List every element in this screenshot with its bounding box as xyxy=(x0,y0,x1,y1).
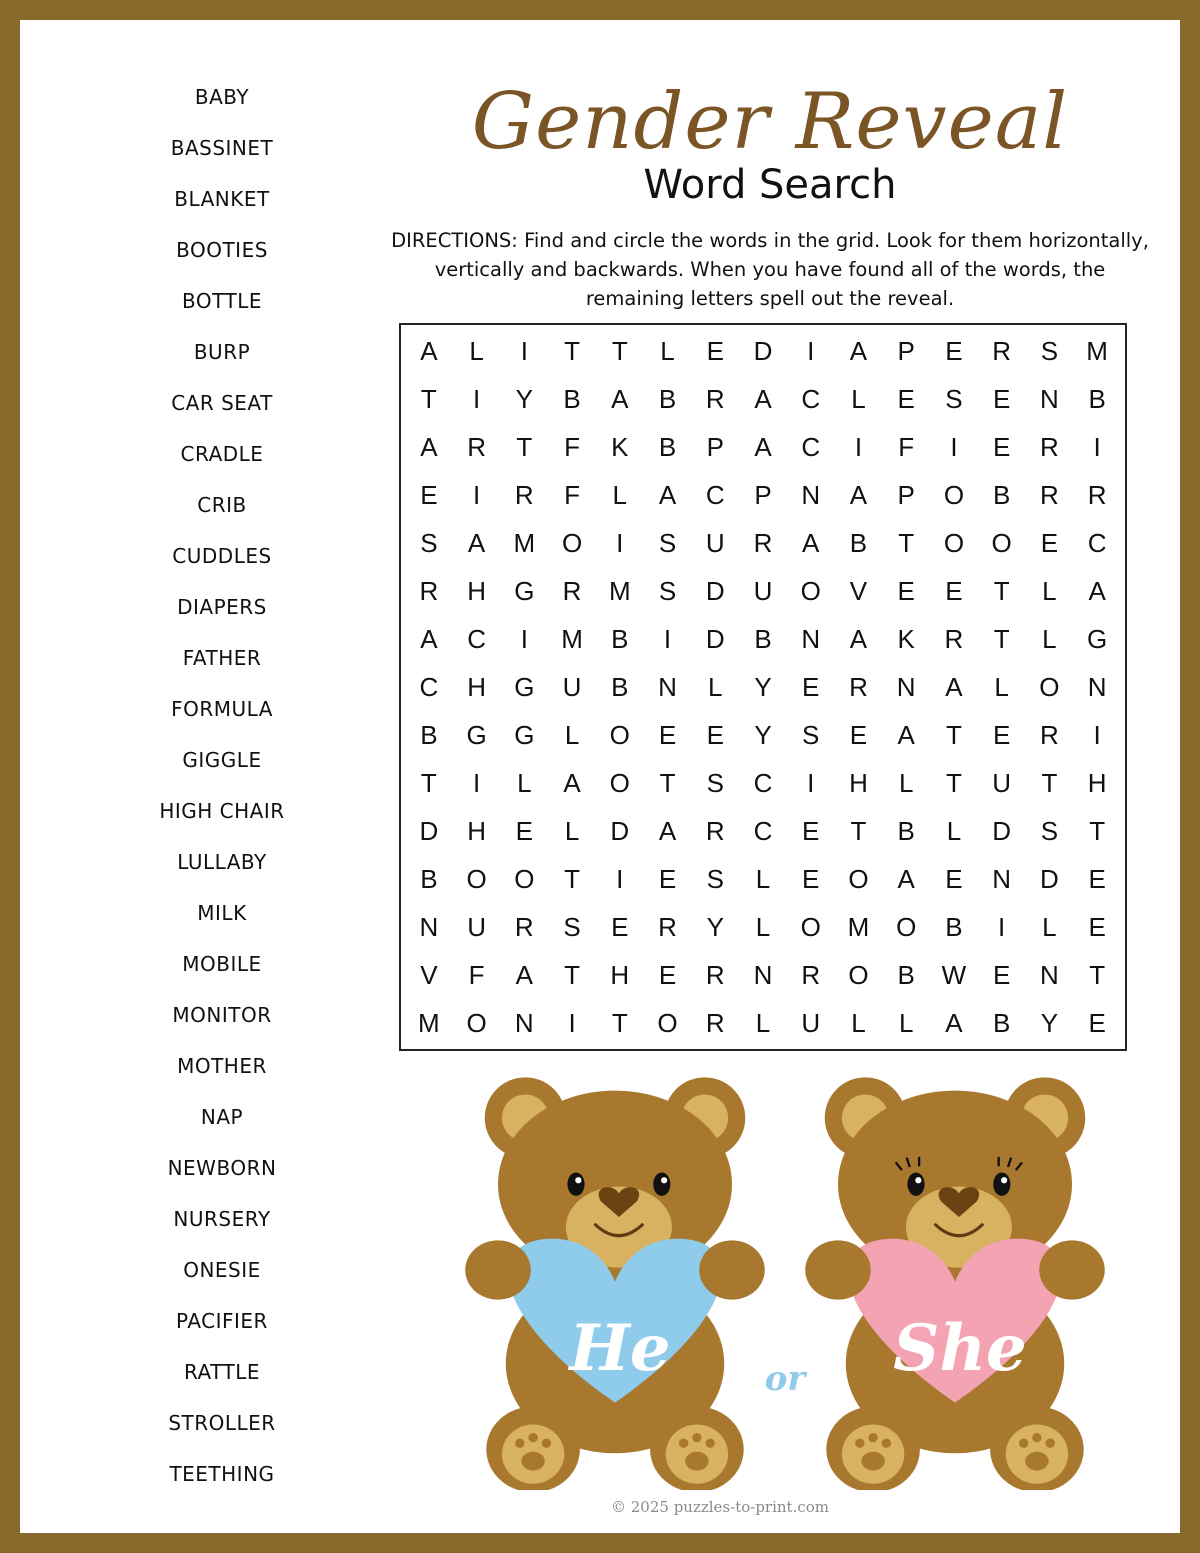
grid-letter[interactable]: P xyxy=(897,479,915,510)
grid-letter[interactable]: C xyxy=(753,767,773,798)
grid-letter[interactable]: D xyxy=(992,815,1012,846)
grid-letter[interactable]: E xyxy=(802,863,820,894)
grid-letter[interactable]: E xyxy=(849,719,868,750)
grid-letter[interactable]: A xyxy=(420,623,438,654)
grid-letter[interactable]: E xyxy=(945,863,963,894)
grid-letter[interactable]: O xyxy=(991,527,1012,558)
grid-letter[interactable]: I xyxy=(807,335,815,366)
word-list-item: MOBILE xyxy=(182,952,262,976)
grid-letter[interactable]: H xyxy=(1087,767,1107,798)
grid-letter[interactable]: D xyxy=(753,335,773,366)
grid-letter[interactable]: D xyxy=(705,575,725,606)
grid-letter[interactable]: E xyxy=(945,575,963,606)
grid-letter[interactable]: C xyxy=(419,671,439,702)
grid-letter[interactable]: A xyxy=(849,479,868,510)
grid-letter[interactable]: V xyxy=(849,575,868,606)
grid-letter[interactable]: G xyxy=(466,719,487,750)
grid-letter[interactable]: O xyxy=(561,527,583,558)
grid-letter[interactable]: N xyxy=(1087,671,1107,702)
grid-letter[interactable]: N xyxy=(514,1007,534,1038)
grid-letter[interactable]: L xyxy=(708,671,723,702)
grid-letter[interactable]: I xyxy=(472,383,481,414)
grid-letter[interactable]: N xyxy=(992,863,1012,894)
word-search-grid xyxy=(399,323,1127,1051)
grid-letter[interactable]: U xyxy=(801,1007,821,1038)
grid-letter[interactable]: L xyxy=(1042,575,1057,606)
grid-letter[interactable]: T xyxy=(898,527,915,558)
grid-letter[interactable]: R xyxy=(992,335,1012,366)
grid-letter[interactable]: O xyxy=(466,863,487,894)
grid-letter[interactable]: I xyxy=(520,335,528,366)
word-list-item: BABY xyxy=(194,85,250,109)
grid-letter[interactable]: E xyxy=(897,575,915,606)
grid-letter[interactable]: E xyxy=(1088,1007,1106,1038)
grid-letter[interactable]: A xyxy=(515,959,533,990)
grid-letter[interactable]: O xyxy=(800,911,821,942)
grid-letter[interactable]: O xyxy=(609,719,630,750)
grid-letter[interactable]: N xyxy=(419,911,439,942)
word-list-item: CRADLE xyxy=(180,442,264,466)
grid-letter[interactable]: G xyxy=(514,671,535,702)
word-list-item: MILK xyxy=(197,901,247,925)
word-list-item: DIAPERS xyxy=(177,595,267,619)
grid-letter[interactable]: S xyxy=(1040,335,1059,366)
grid-letter[interactable]: N xyxy=(753,959,773,990)
grid-letter[interactable]: A xyxy=(802,527,820,558)
grid-letter[interactable]: D xyxy=(419,815,439,846)
word-list-item: STROLLER xyxy=(168,1411,276,1435)
grid-letter[interactable]: R xyxy=(658,911,677,942)
word-list-item: MOTHER xyxy=(177,1054,267,1078)
grid-letter[interactable]: R xyxy=(514,479,534,510)
grid-letter[interactable]: O xyxy=(848,863,869,894)
grid-letter[interactable]: O xyxy=(848,959,869,990)
grid-letter[interactable]: Y xyxy=(754,671,772,702)
word-list-item: NAP xyxy=(200,1105,244,1129)
grid-letter[interactable]: E xyxy=(658,863,677,894)
grid-letter[interactable]: Y xyxy=(706,911,724,942)
grid-letter[interactable]: R xyxy=(705,959,725,990)
grid-letter[interactable]: L xyxy=(564,815,580,846)
grid-letter[interactable]: P xyxy=(706,431,724,462)
word-list-item: MONITOR xyxy=(172,1003,272,1027)
grid-letter[interactable]: E xyxy=(992,431,1011,462)
grid-letter[interactable]: T xyxy=(611,1007,628,1038)
girl-bear xyxy=(805,1077,1105,1490)
word-list-item: GIGGLE xyxy=(182,748,262,772)
grid-letter[interactable]: A xyxy=(849,623,868,654)
grid-letter[interactable]: T xyxy=(850,815,867,846)
grid-letter[interactable]: L xyxy=(755,1007,771,1038)
grid-letter[interactable]: E xyxy=(945,335,963,366)
grid-letter[interactable]: B xyxy=(420,719,438,750)
grid-letter[interactable]: A xyxy=(754,431,772,462)
grid-letter[interactable]: S xyxy=(706,863,724,894)
word-list-item: NURSERY xyxy=(173,1207,271,1231)
grid-letter[interactable]: E xyxy=(897,383,915,414)
grid-letter[interactable]: A xyxy=(611,383,629,414)
page-title: Gender Reveal xyxy=(471,77,1069,167)
grid-letter[interactable]: M xyxy=(418,1007,440,1038)
grid-letter[interactable]: R xyxy=(1040,719,1059,750)
grid-letter[interactable]: L xyxy=(469,335,484,366)
she-label: She xyxy=(893,1311,1027,1386)
grid-letter[interactable]: E xyxy=(992,383,1011,414)
word-list-item: TEETHING xyxy=(169,1462,275,1486)
worksheet-page xyxy=(20,20,1180,1533)
grid-letter[interactable]: B xyxy=(945,911,963,942)
grid-letter[interactable]: P xyxy=(897,335,915,366)
grid-letter[interactable]: D xyxy=(1040,863,1059,894)
grid-letter[interactable]: U xyxy=(562,671,582,702)
or-label: or xyxy=(764,1359,806,1399)
grid-letter[interactable]: A xyxy=(420,431,438,462)
word-list-item: ONESIE xyxy=(183,1258,261,1282)
grid-letter[interactable]: A xyxy=(754,383,772,414)
grid-letter[interactable]: I xyxy=(472,767,481,798)
grid-letter[interactable]: K xyxy=(611,431,629,462)
grid-letter[interactable]: L xyxy=(755,863,771,894)
grid-letter[interactable]: R xyxy=(467,431,486,462)
grid-letter[interactable]: N xyxy=(658,671,677,702)
grid-letter[interactable]: I xyxy=(663,623,672,654)
grid-letter[interactable]: T xyxy=(420,383,437,414)
grid-letter[interactable]: B xyxy=(1088,383,1106,414)
grid-letter[interactable]: B xyxy=(611,671,629,702)
directions-text: DIRECTIONS: Find and circle the words in the grid. Look for them horizontally, vertically and backwards. When you have found all of the words, the remaining letters spell out the reveal. xyxy=(391,229,1149,310)
grid-letter[interactable]: E xyxy=(802,815,820,846)
grid-letter[interactable]: O xyxy=(943,527,965,558)
grid-letter[interactable]: S xyxy=(658,575,677,606)
grid-letter[interactable]: S xyxy=(420,527,438,558)
grid-letter[interactable]: S xyxy=(658,527,677,558)
grid-letter[interactable]: E xyxy=(706,335,724,366)
grid-letter[interactable]: C xyxy=(753,815,773,846)
grid-letter[interactable]: L xyxy=(898,767,914,798)
grid-letter[interactable]: N xyxy=(801,623,821,654)
grid-letter[interactable]: A xyxy=(897,863,915,894)
grid-letter[interactable]: A xyxy=(420,335,438,366)
grid-letter[interactable]: Y xyxy=(515,383,533,414)
grid-letter[interactable]: L xyxy=(517,767,532,798)
grid-letter[interactable]: O xyxy=(609,767,630,798)
word-list-item: CAR SEAT xyxy=(171,391,273,415)
grid-letter[interactable]: T xyxy=(564,335,580,366)
grid-letter[interactable]: B xyxy=(992,479,1011,510)
grid-letter[interactable]: M xyxy=(513,527,536,558)
grid-letter[interactable]: C xyxy=(801,431,821,462)
grid-letter[interactable]: L xyxy=(1042,623,1057,654)
grid-letter[interactable]: A xyxy=(563,767,581,798)
grid-letter[interactable]: N xyxy=(896,671,916,702)
grid-letter[interactable]: A xyxy=(1088,575,1106,606)
grid-letter[interactable]: T xyxy=(945,719,962,750)
grid-letter[interactable]: T xyxy=(516,431,533,462)
grid-letter[interactable]: N xyxy=(1040,383,1059,414)
grid-letter[interactable]: L xyxy=(564,719,580,750)
grid-letter[interactable]: L xyxy=(755,911,771,942)
grid-letter[interactable]: I xyxy=(1093,431,1101,462)
grid-letter[interactable]: F xyxy=(564,431,580,462)
word-list-item: CUDDLES xyxy=(172,544,272,568)
grid-letter[interactable]: R xyxy=(705,383,725,414)
grid-letter[interactable]: A xyxy=(467,527,486,558)
word-list-item: FATHER xyxy=(182,646,262,670)
word-list-item: BASSINET xyxy=(170,136,274,160)
grid-letter[interactable]: E xyxy=(515,815,533,846)
grid-letter[interactable]: R xyxy=(705,1007,725,1038)
grid-letter[interactable]: T xyxy=(659,767,676,798)
grid-letter[interactable]: I xyxy=(472,479,481,510)
grid-letter[interactable]: R xyxy=(419,575,439,606)
grid-letter[interactable]: T xyxy=(993,575,1010,606)
grid-letter[interactable]: B xyxy=(658,431,677,462)
grid-letter[interactable]: E xyxy=(658,959,677,990)
page-subtitle: Word Search xyxy=(643,162,897,208)
word-list-item: NEWBORN xyxy=(167,1156,277,1180)
grid-letter[interactable]: O xyxy=(800,575,821,606)
grid-letter[interactable]: B xyxy=(658,383,677,414)
grid-letter[interactable]: I xyxy=(1093,719,1101,750)
grid-letter[interactable]: E xyxy=(658,719,677,750)
grid-letter[interactable]: A xyxy=(897,719,915,750)
grid-letter[interactable]: O xyxy=(1039,671,1060,702)
grid-letter[interactable]: O xyxy=(514,863,535,894)
word-list-item: HIGH CHAIR xyxy=(159,799,285,823)
grid-letter[interactable]: I xyxy=(807,767,815,798)
grid-letter[interactable]: U xyxy=(705,527,725,558)
grid-letter[interactable]: B xyxy=(897,815,915,846)
grid-letter[interactable]: E xyxy=(992,959,1011,990)
grid-letter[interactable]: H xyxy=(610,959,630,990)
grid-letter[interactable]: O xyxy=(466,1007,487,1038)
word-list-item: RATTLE xyxy=(183,1360,261,1384)
grid-letter[interactable]: T xyxy=(420,767,437,798)
grid-letter[interactable]: D xyxy=(705,623,725,654)
grid-letter[interactable]: S xyxy=(706,767,724,798)
boy-bear xyxy=(465,1077,765,1490)
grid-letter[interactable]: A xyxy=(658,815,677,846)
grid-letter[interactable]: R xyxy=(1087,479,1107,510)
grid-letter[interactable]: R xyxy=(1040,431,1059,462)
grid-letter[interactable]: I xyxy=(616,863,624,894)
grid-letter[interactable]: H xyxy=(467,671,486,702)
grid-letter[interactable]: C xyxy=(705,479,725,510)
grid-letter[interactable]: L xyxy=(994,671,1009,702)
grid-letter[interactable]: I xyxy=(616,527,624,558)
grid-letter[interactable]: B xyxy=(420,863,438,894)
he-label: He xyxy=(569,1311,671,1386)
grid-letter[interactable]: F xyxy=(898,431,915,462)
word-list-item: BOOTIES xyxy=(176,238,268,262)
grid-letter[interactable]: F xyxy=(468,959,485,990)
grid-letter[interactable]: T xyxy=(611,335,628,366)
grid-letter[interactable]: E xyxy=(1040,527,1059,558)
grid-letter[interactable]: R xyxy=(753,527,773,558)
grid-letter[interactable]: I xyxy=(950,431,958,462)
grid-letter[interactable]: A xyxy=(945,1007,963,1038)
grid-letter[interactable]: S xyxy=(563,911,581,942)
teddy-bears-illustration xyxy=(440,1070,1140,1490)
grid-letter[interactable]: L xyxy=(946,815,962,846)
grid-letter[interactable]: E xyxy=(706,719,724,750)
grid-letter[interactable]: L xyxy=(1042,911,1057,942)
grid-letter[interactable]: O xyxy=(943,479,965,510)
grid-letter[interactable]: U xyxy=(467,911,486,942)
grid-letter[interactable]: I xyxy=(568,1007,576,1038)
word-list-item: BURP xyxy=(193,340,251,364)
grid-letter[interactable]: T xyxy=(564,959,580,990)
grid-letter[interactable]: G xyxy=(1087,623,1108,654)
grid-letter[interactable]: T xyxy=(945,767,962,798)
word-list-item: LULLABY xyxy=(177,850,267,874)
grid-letter[interactable]: M xyxy=(608,575,631,606)
grid-letter[interactable]: E xyxy=(611,911,629,942)
grid-letter[interactable]: C xyxy=(467,623,486,654)
grid-letter[interactable]: H xyxy=(849,767,868,798)
grid-letter[interactable]: C xyxy=(1087,527,1107,558)
grid-letter[interactable]: C xyxy=(801,383,821,414)
grid-letter[interactable]: E xyxy=(1088,911,1106,942)
grid-letter[interactable]: I xyxy=(520,623,528,654)
grid-letter[interactable]: A xyxy=(658,479,677,510)
grid-letter[interactable]: O xyxy=(657,1007,678,1038)
grid-letter[interactable]: E xyxy=(420,479,438,510)
grid-letter[interactable]: R xyxy=(705,815,725,846)
grid-letter[interactable]: E xyxy=(802,671,820,702)
grid-letter[interactable]: R xyxy=(944,623,964,654)
grid-letter[interactable]: M xyxy=(561,623,583,654)
grid-letter[interactable]: L xyxy=(612,479,628,510)
grid-letter[interactable]: T xyxy=(1041,767,1058,798)
grid-letter[interactable]: K xyxy=(897,623,915,654)
grid-letter[interactable]: D xyxy=(610,815,630,846)
word-list-item: PACIFIER xyxy=(176,1309,268,1333)
grid-letter[interactable]: W xyxy=(941,959,967,990)
grid-letter[interactable]: E xyxy=(1088,863,1106,894)
copyright-footer: © 2025 puzzles-to-print.com xyxy=(610,1498,830,1516)
grid-letter[interactable]: R xyxy=(801,959,821,990)
grid-letter[interactable]: A xyxy=(945,671,963,702)
grid-letter[interactable]: P xyxy=(754,479,772,510)
grid-letter[interactable]: T xyxy=(564,863,580,894)
grid-letter[interactable]: H xyxy=(467,575,486,606)
grid-letter[interactable]: B xyxy=(849,527,868,558)
grid-letter[interactable]: V xyxy=(420,959,438,990)
grid-letter[interactable]: L xyxy=(851,383,866,414)
grid-letter[interactable]: L xyxy=(851,1007,866,1038)
grid-letter[interactable]: B xyxy=(563,383,581,414)
word-list-item: CRIB xyxy=(197,493,247,517)
grid-letter[interactable]: B xyxy=(754,623,772,654)
grid-letter[interactable]: O xyxy=(896,911,917,942)
grid-letter[interactable]: F xyxy=(564,479,580,510)
word-list-item: BLANKET xyxy=(174,187,270,211)
grid-letter[interactable]: B xyxy=(897,959,915,990)
grid-letter[interactable]: M xyxy=(847,911,870,942)
grid-letter[interactable]: B xyxy=(611,623,629,654)
grid-letter[interactable]: T xyxy=(1089,815,1106,846)
grid-letter[interactable]: I xyxy=(998,911,1006,942)
grid-letter[interactable]: A xyxy=(849,335,868,366)
grid-letter[interactable]: R xyxy=(1040,479,1059,510)
grid-letter[interactable]: G xyxy=(514,719,535,750)
word-list-item: FORMULA xyxy=(171,697,273,721)
grid-letter[interactable]: B xyxy=(992,1007,1011,1038)
grid-letter[interactable]: T xyxy=(993,623,1010,654)
word-list xyxy=(112,80,332,1508)
grid-letter[interactable]: R xyxy=(562,575,582,606)
grid-letter[interactable]: S xyxy=(1040,815,1059,846)
grid-letter[interactable]: N xyxy=(801,479,821,510)
grid-letter[interactable]: S xyxy=(802,719,820,750)
grid-letter[interactable]: E xyxy=(992,719,1011,750)
grid-letter[interactable]: R xyxy=(514,911,534,942)
grid-letter[interactable]: U xyxy=(753,575,773,606)
grid-letter[interactable]: Y xyxy=(754,719,772,750)
grid-letter[interactable]: M xyxy=(1086,335,1108,366)
grid-letter[interactable]: H xyxy=(467,815,486,846)
grid-letter[interactable]: R xyxy=(849,671,868,702)
grid-letter[interactable]: L xyxy=(660,335,675,366)
grid-letter[interactable]: Y xyxy=(1040,1007,1059,1038)
grid-letter[interactable]: G xyxy=(514,575,535,606)
grid-letter[interactable]: N xyxy=(1040,959,1059,990)
grid-letter[interactable]: U xyxy=(992,767,1012,798)
grid-letter[interactable]: T xyxy=(1089,959,1106,990)
grid-letter[interactable]: S xyxy=(945,383,963,414)
grid-letter[interactable]: L xyxy=(898,1007,914,1038)
word-list-item: BOTTLE xyxy=(182,289,262,313)
grid-letter[interactable]: I xyxy=(854,431,863,462)
